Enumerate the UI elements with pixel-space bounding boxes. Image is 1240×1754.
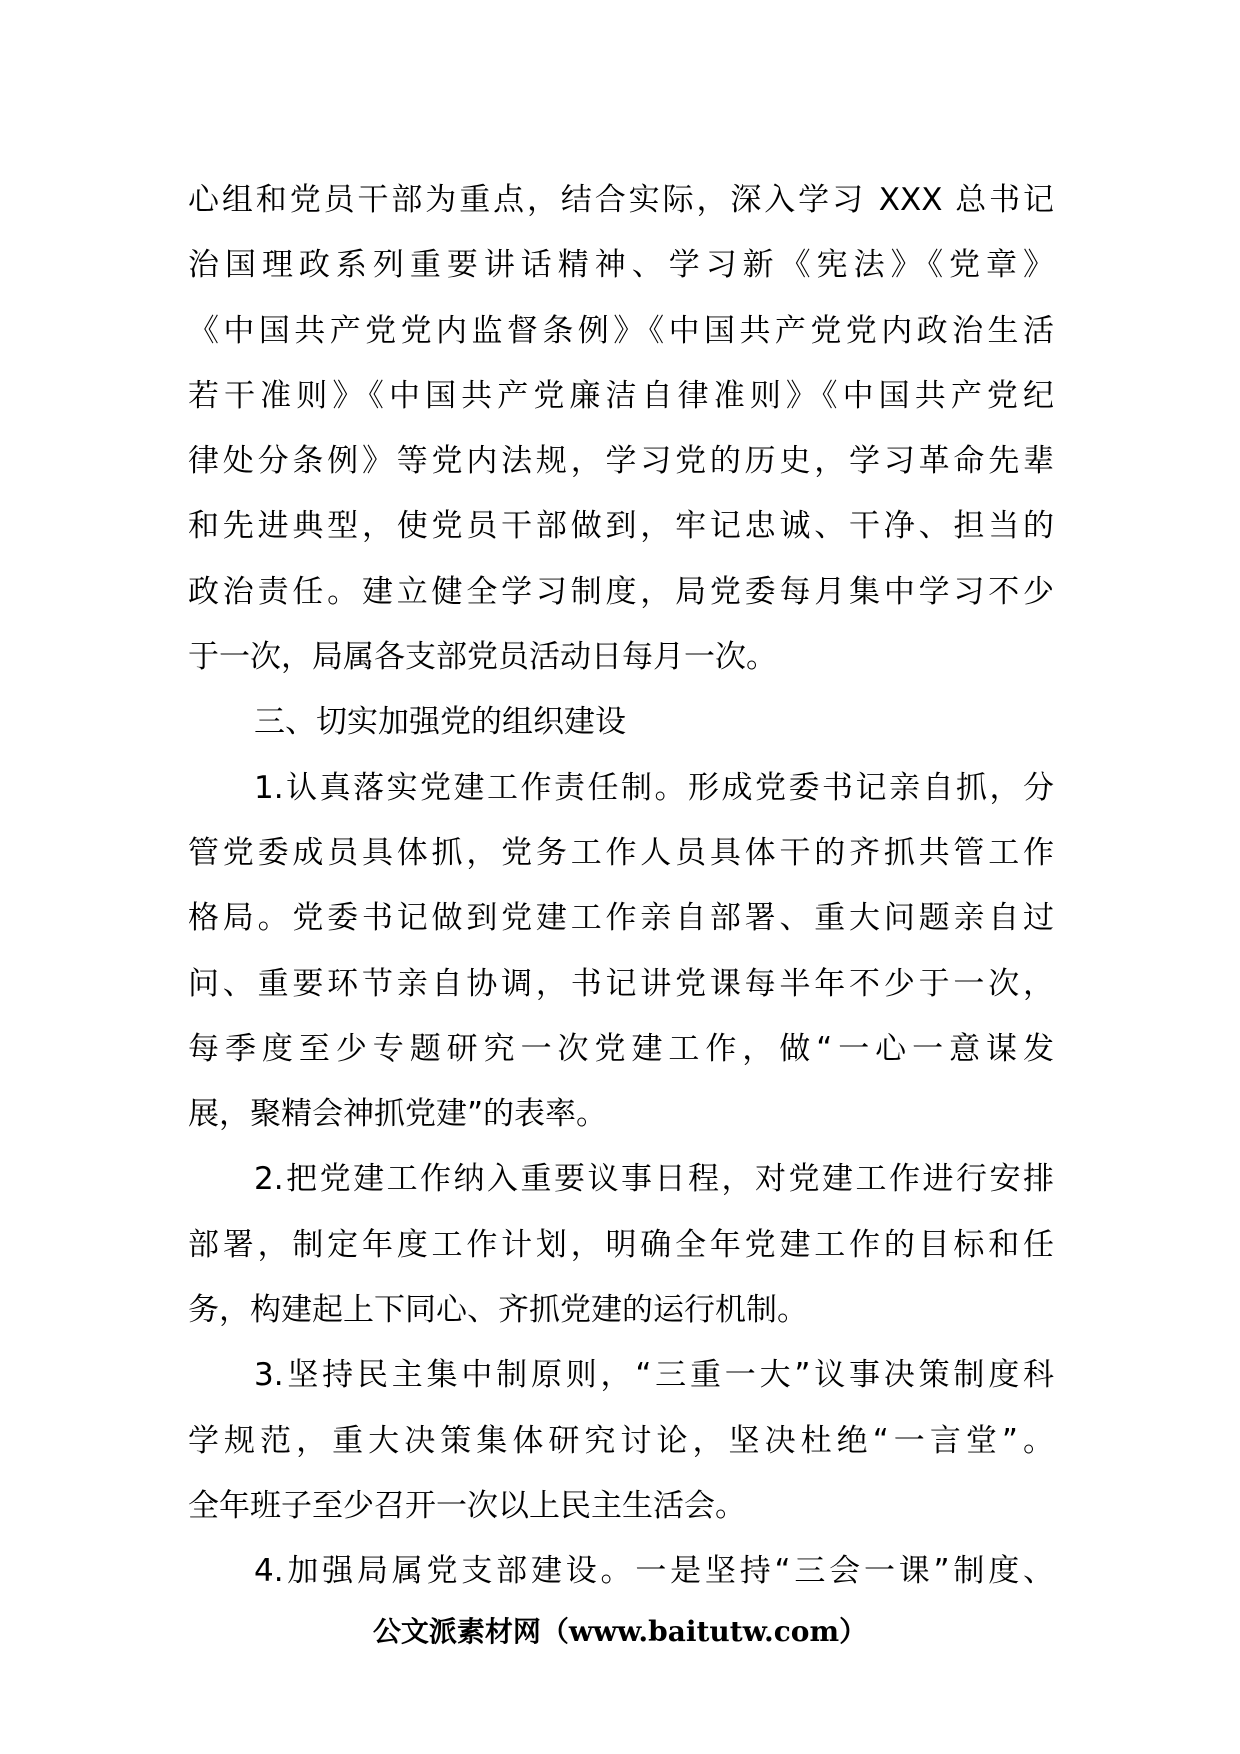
document-body <box>188 168 1054 1605</box>
text-line: 管党委成员具体抓，党务工作人员具体干的齐抓共管工作 <box>188 834 1054 871</box>
text-line: 政治责任。建立健全学习制度，局党委每月集中学习不少 <box>188 573 1054 610</box>
text-line: 4.加强局属党支部建设。一是坚持“三会一课”制度、 <box>254 1553 1054 1590</box>
text-line: 3.坚持民主集中制原则，“三重一大”议事决策制度科 <box>254 1357 1054 1394</box>
text-line: 每季度至少专题研究一次党建工作，做“一心一意谋发 <box>188 1030 1054 1067</box>
text-line: 若干准则》《中国共产党廉洁自律准则》《中国共产党纪 <box>188 377 1054 414</box>
text-line: 1.认真落实党建工作责任制。形成党委书记亲自抓，分 <box>254 769 1054 806</box>
text-line: 治国理政系列重要讲话精神、学习新《宪法》《党章》 <box>188 247 1054 284</box>
text-line: 律处分条例》等党内法规，学习党的历史，学习革命先辈 <box>188 443 1054 480</box>
text-line: 务，构建起上下同心、齐抓党建的运行机制。 <box>188 1292 808 1329</box>
text-line: 全年班子至少召开一次以上民主生活会。 <box>188 1487 746 1524</box>
text-line: 心组和党员干部为重点，结合实际，深入学习 XXX 总书记 <box>188 182 1054 218</box>
text-line: 格局。党委书记做到党建工作亲自部署、重大问题亲自过 <box>188 900 1054 937</box>
text-line: 展，聚精会神抓党建”的表率。 <box>188 1096 608 1133</box>
text-line: 2.把党建工作纳入重要议事日程，对党建工作进行安排 <box>254 1161 1054 1198</box>
text-line: 三、切实加强党的组织建设 <box>254 704 626 741</box>
text-line: 问、重要环节亲自协调，书记讲党课每半年不少于一次， <box>188 965 1054 1002</box>
text-line: 部署，制定年度工作计划，明确全年党建工作的目标和任 <box>188 1226 1054 1263</box>
text-line: 《中国共产党党内监督条例》《中国共产党党内政治生活 <box>188 312 1054 349</box>
text-line: 于一次，局属各支部党员活动日每月一次。 <box>188 639 777 676</box>
footer-watermark: 公文派素材网（www.baitutw.com） <box>372 1615 868 1648</box>
text-line: 学规范，重大决策集体研究讨论，坚决杜绝“一言堂”。 <box>188 1422 1054 1459</box>
text-line: 和先进典型，使党员干部做到，牢记忠诚、干净、担当的 <box>188 508 1054 545</box>
